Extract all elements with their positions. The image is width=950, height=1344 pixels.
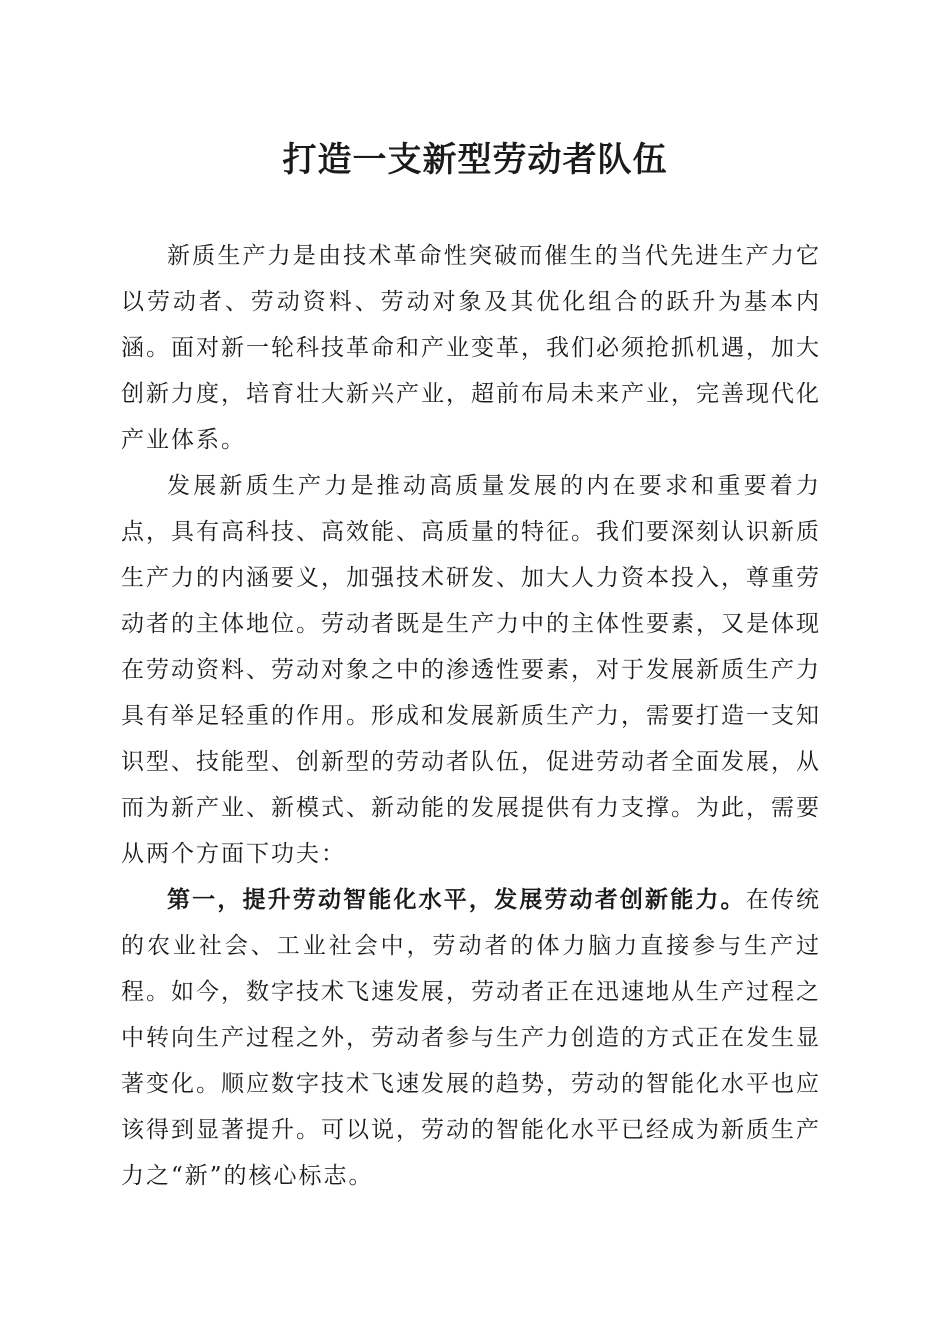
paragraph-1 — [121, 233, 821, 463]
paragraph-2-text: 发展新质生产力是推动高质量发展的内在要求和重要着力点，具有高科技、高效能、高质量的特征。我们要深刻认识新质生产力的内涵要义，加强技术研发、加大人力资本投入，尊重劳动者的主体地位。劳动者既是生产力中的主体性要素，又是体现在劳动资料、劳动对象之中的渗透性要素，对于发展新质生产力具有举足轻重的作用。形成和发展新质生产力，需要打造一支知识型、技能型、创新型的劳动者队伍，促进劳动者全面发展，从而为新产业、新模式、新动能的发展提供有力支撑。为此，需要从两个方面下功夫： — [121, 473, 821, 867]
document-body — [121, 233, 821, 1199]
paragraph-3 — [121, 877, 821, 1199]
paragraph-3-lead: 第一，提升劳动智能化水平，发展劳动者创新能力。 — [167, 886, 746, 913]
document-title: 打造一支新型劳动者队伍 — [282, 140, 668, 180]
paragraph-3-text: 在传统的农业社会、工业社会中，劳动者的体力脑力直接参与生产过程。如今，数字技术飞速发展，劳动者正在迅速地从生产过程之中转向生产过程之外，劳动者参与生产力创造的方式正在发生显著变化。顺应数字技术飞速发展的趋势，劳动的智能化水平也应该得到显著提升。可以说，劳动的智能化水平已经成为新质生产力之“新”的核心标志。 — [121, 887, 822, 1189]
paragraph-1-text: 新质生产力是由技术革命性突破而催生的当代先进生产力它以劳动者、劳动资料、劳动对象及其优化组合的跃升为基本内涵。面对新一轮科技革命和产业变革，我们必须抢抓机遇，加大创新力度，培育壮大新兴产业，超前布局未来产业，完善现代化产业体系。 — [121, 243, 821, 453]
paragraph-2 — [121, 463, 821, 877]
